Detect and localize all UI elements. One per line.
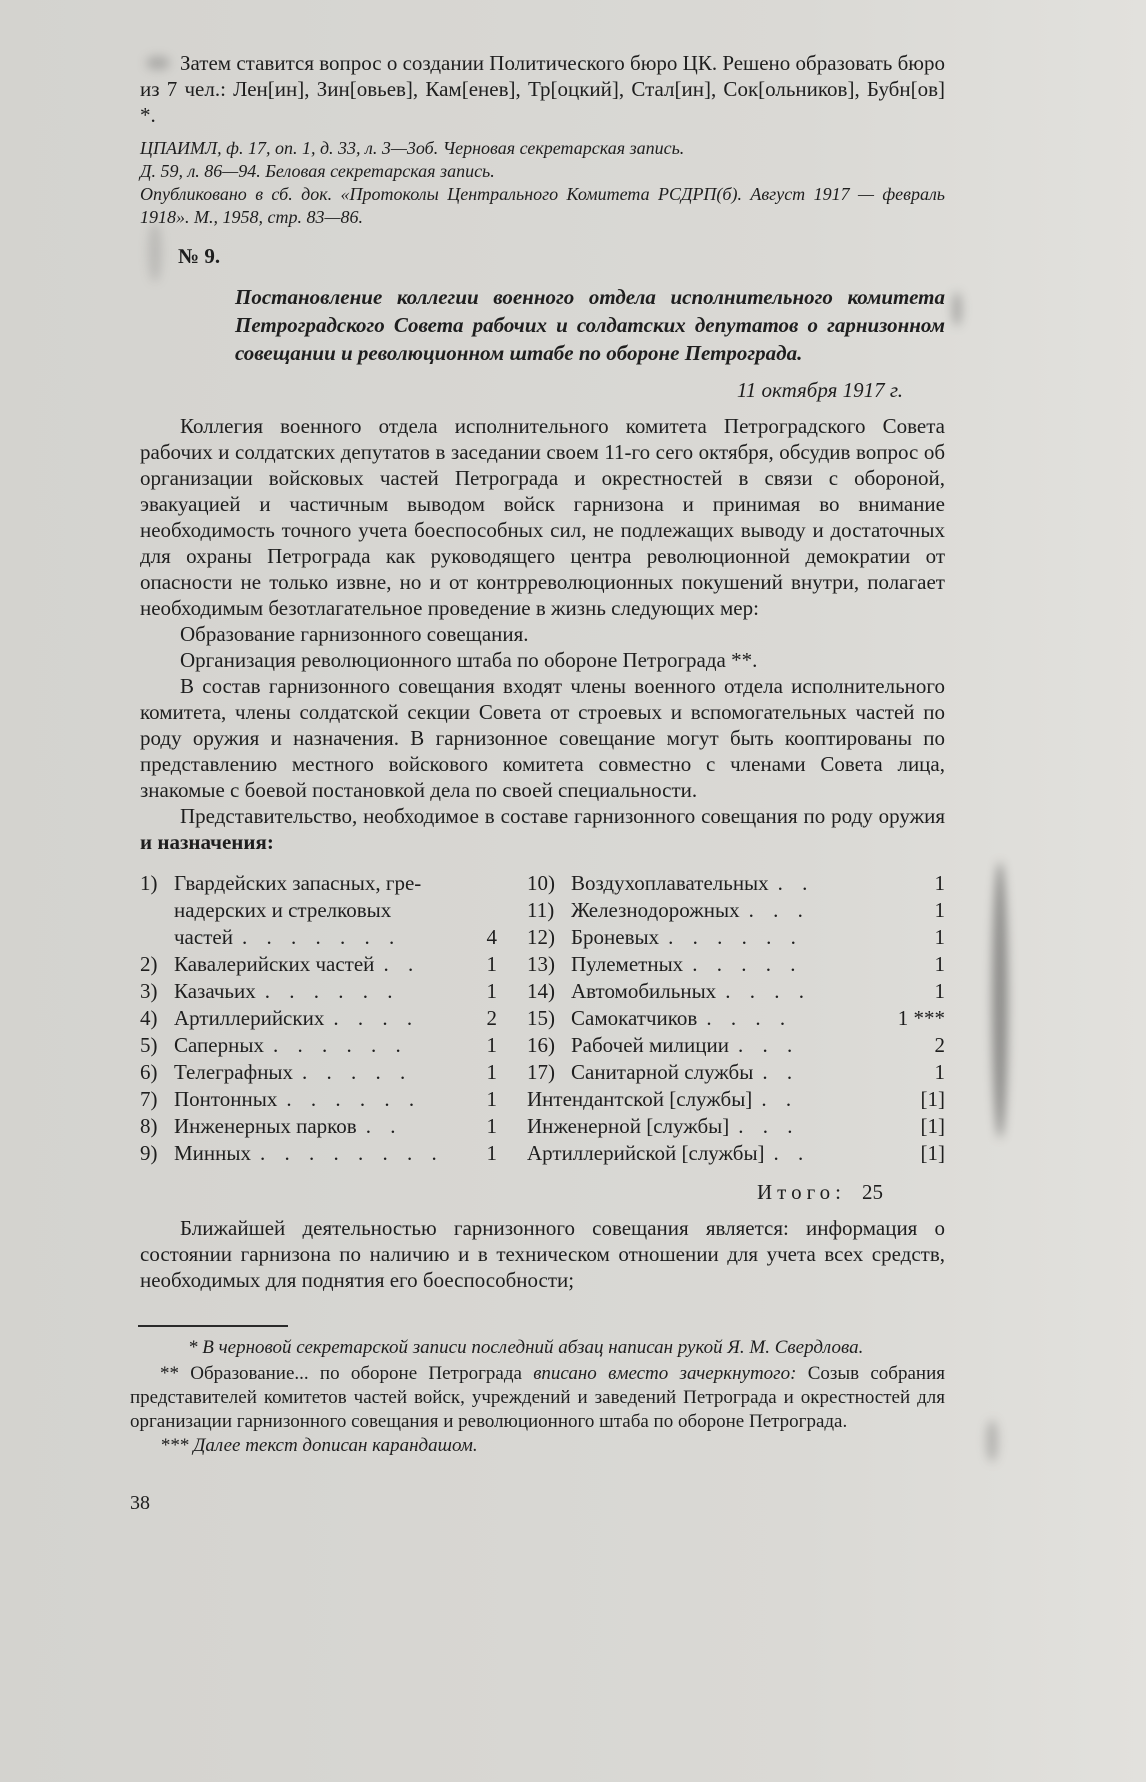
roster-row [140, 1113, 497, 1140]
roster-row [527, 924, 945, 951]
row-leader-dots: . . . . . . [264, 979, 400, 1003]
row-label: Воздухоплавательных [571, 871, 769, 895]
row-leader-dots: . . . . . . [286, 1087, 422, 1111]
row-leader-dots: . . [383, 952, 421, 976]
row-number: 9) [140, 1141, 158, 1165]
total-value: 25 [862, 1180, 883, 1204]
row-number: 11) [527, 898, 555, 922]
row-number: 12) [527, 925, 555, 949]
row-number: 4) [140, 1006, 158, 1030]
row-number: 13) [527, 952, 555, 976]
row-label: Броневых [571, 925, 660, 949]
roster-row [527, 951, 945, 978]
row-leader-dots: . . [365, 1114, 403, 1138]
row-value: 1 [934, 898, 945, 922]
source-note-line: Опубликовано в сб. док. «Протоколы Центрального Комитета РСДРП(б). Август 1917 — февраль 1918». М., 1958, стр. 83—86. [140, 184, 945, 227]
page-number: 38 [130, 1492, 150, 1514]
source-note-line: ЦПАИМЛ, ф. 17, оп. 1, д. 33, л. 3—3об. Черновая секретарская запись. [140, 138, 685, 158]
roster-left-column [140, 870, 497, 1167]
body-paragraph: Образование гарнизонного совещания. [180, 622, 529, 646]
row-number: 2) [140, 952, 158, 976]
total-label: Итого: [757, 1180, 846, 1204]
roster-right-column [527, 870, 945, 1167]
row-label: Инженерных парков [174, 1114, 357, 1138]
representation-roster [140, 870, 945, 1167]
row-value: 1 [934, 925, 945, 949]
row-number: 8) [140, 1114, 158, 1138]
roster-row [140, 1140, 497, 1167]
row-value: 1 [486, 1060, 497, 1084]
total-line [140, 1180, 945, 1205]
row-label: Санитарной службы [571, 1060, 754, 1084]
row-value: 1 [934, 979, 945, 1003]
row-label: Телеграфных [174, 1060, 294, 1084]
row-leader-dots: . . [777, 871, 815, 895]
row-leader-dots: . . . . . [302, 1060, 413, 1084]
roster-row [140, 1005, 497, 1032]
row-leader-dots: . . . . [333, 1006, 420, 1030]
row-label: Инженерной [службы] [527, 1114, 730, 1138]
document-date: 11 октября 1917 г. [736, 378, 903, 402]
footnote-text: ** Образование... по обороне Петрограда [160, 1363, 534, 1384]
row-leader-dots: . . [761, 1087, 799, 1111]
body-paragraph: Организация революционного штаба по обороне Петрограда **. [180, 648, 758, 672]
roster-row [527, 978, 945, 1005]
row-number: 1) [140, 871, 158, 895]
row-value: 1 [486, 979, 497, 1003]
row-label: Рабочей милиции [571, 1033, 729, 1057]
roster-row [527, 1140, 945, 1167]
body-paragraph: В состав гарнизонного совещания входят члены военного отдела исполнительного комитета, члены солдатской секции Совета от строевых и вспомогательных частей по роду оружия и назначения. В гарнизонное совещание могут быть кооптированы по представлению местного войскового комитета совместно с членами Совета лица, знакомые с боевой постановкой дела по своей специальности. [140, 674, 945, 802]
row-value: 1 [486, 1141, 497, 1165]
row-value: 2 [486, 1006, 497, 1030]
roster-row [140, 924, 497, 951]
row-value: 1 [934, 1060, 945, 1084]
row-value: 1 [486, 1114, 497, 1138]
footnote: *** Далее текст дописан карандашом. [160, 1435, 478, 1456]
row-number: 5) [140, 1033, 158, 1057]
row-label: Понтонных [174, 1087, 278, 1111]
footnote: * В черновой секретарской записи последний абзац написан рукой Я. М. Свердлова. [188, 1337, 864, 1358]
footnote-text: Созыв собрания представителей комитетов частей войск, учреждений и заведений Петрограда и окрестностей для организации гарнизонного совещания и революционного штаба по обороне Петрограда. [130, 1363, 945, 1432]
document-number: № 9. [178, 244, 221, 268]
paragraph-text-bold: и назначения: [140, 830, 274, 854]
roster-row [527, 870, 945, 897]
row-value: 1 [486, 1087, 497, 1111]
row-label: Минных [174, 1141, 251, 1165]
row-value: 2 [934, 1033, 945, 1057]
footnotes [130, 1336, 945, 1458]
paragraph-text: Представительство, необходимое в составе гарнизонного совещания по роду оружия [180, 804, 945, 828]
source-note [140, 137, 945, 229]
row-number: 15) [527, 1006, 555, 1030]
row-label: Пулеметных [571, 952, 684, 976]
row-number: 10) [527, 871, 555, 895]
row-leader-dots: . . . . [725, 979, 811, 1003]
row-number: 17) [527, 1060, 555, 1084]
row-value: 1 [934, 871, 945, 895]
row-number: 7) [140, 1087, 158, 1111]
roster-row [140, 1086, 497, 1113]
source-note-line: Д. 59, л. 86—94. Беловая секретарская запись. [140, 161, 495, 181]
row-leader-dots: . . . . . . [668, 925, 803, 949]
intro-paragraph: Затем ставится вопрос о создании Политического бюро ЦК. Решено образовать бюро из 7 чел.: Лен[ин], Зин[овьев], Кам[енев], Тр[оцкий], Стал[ин], Сок[ольников], Бубн[ов] *. [140, 51, 945, 127]
closing-paragraph: Ближайшей деятельностью гарнизонного совещания является: информация о состоянии гарнизона по наличию и в техническом отношении для учета всех средств, необходимых для поднятия его боеспособности; [140, 1216, 945, 1292]
row-label: Самокатчиков [571, 1006, 698, 1030]
footnote [130, 1362, 945, 1434]
footnote-text-italic: вписано вместо зачеркнутого: [533, 1363, 797, 1384]
row-value: 1 [934, 952, 945, 976]
row-leader-dots: . . . [737, 1033, 800, 1057]
row-value: 1 *** [897, 1006, 945, 1030]
roster-row [140, 897, 497, 924]
body-paragraph [140, 803, 945, 855]
row-value: 1 [486, 1033, 497, 1057]
row-leader-dots: . . [762, 1060, 800, 1084]
roster-row [527, 1005, 945, 1032]
footnote-divider [138, 1325, 288, 1327]
row-leader-dots: . . . . . . . [241, 925, 402, 949]
row-label: Гвардейских запасных, гре- [174, 871, 422, 895]
document-title: Постановление коллегии военного отдела исполнительного комитета Петроградского Совета рабочих и солдатских депутатов о гарнизонном совещании и революционном штабе по обороне Петрограда. [235, 285, 945, 365]
row-label: Железнодорожных [571, 898, 740, 922]
row-label: частей [174, 925, 233, 949]
row-label: Артиллерийской [службы] [527, 1141, 765, 1165]
row-leader-dots: . . . . . . [272, 1033, 408, 1057]
roster-row [527, 1086, 945, 1113]
row-leader-dots: . . . . . [692, 952, 803, 976]
roster-row [140, 951, 497, 978]
row-leader-dots: . . . [738, 1114, 800, 1138]
roster-row [140, 1032, 497, 1059]
roster-row [527, 1032, 945, 1059]
row-leader-dots: . . [773, 1141, 811, 1165]
roster-row [527, 897, 945, 924]
row-label: Казачьих [174, 979, 256, 1003]
row-leader-dots: . . . . [706, 1006, 793, 1030]
row-label: Автомобильных [571, 979, 717, 1003]
roster-row [140, 1059, 497, 1086]
row-value: [1] [920, 1114, 945, 1138]
row-label: Артиллерийских [174, 1006, 325, 1030]
row-number: 16) [527, 1033, 555, 1057]
roster-row [527, 1113, 945, 1140]
row-label: надерских и стрелковых [174, 898, 392, 922]
row-number: 6) [140, 1060, 158, 1084]
row-leader-dots: . . . [748, 898, 810, 922]
row-leader-dots: . . . . . . . . [260, 1141, 444, 1165]
body-paragraph: Коллегия военного отдела исполнительного комитета Петроградского Совета рабочих и солдатских депутатов в заседании своем 11-го сего октября, обсудив вопрос об организации войсковых частей Петрограда и окрестностей в связи с обороной, эвакуацией и частичным выводом войск гарнизона и принимая во внимание необходимость точного учета боеспособных сил, не подлежащих выводу и достаточных для охраны Петрограда как руководящего центра революционной демократии от опасности не только извне, но и от контрреволюционных покушений внутри, полагает необходимым безотлагательное проведение в жизнь следующих мер: [140, 414, 945, 620]
row-value: [1] [920, 1141, 945, 1165]
row-value: [1] [920, 1087, 945, 1111]
row-number: 14) [527, 979, 555, 1003]
row-label: Интендантской [службы] [527, 1087, 753, 1111]
row-number: 3) [140, 979, 158, 1003]
roster-row [140, 870, 497, 897]
row-value: 1 [486, 952, 497, 976]
row-label: Саперных [174, 1033, 264, 1057]
roster-row [527, 1059, 945, 1086]
roster-row [140, 978, 497, 1005]
row-value: 4 [486, 925, 497, 949]
row-label: Кавалерийских частей [174, 952, 375, 976]
